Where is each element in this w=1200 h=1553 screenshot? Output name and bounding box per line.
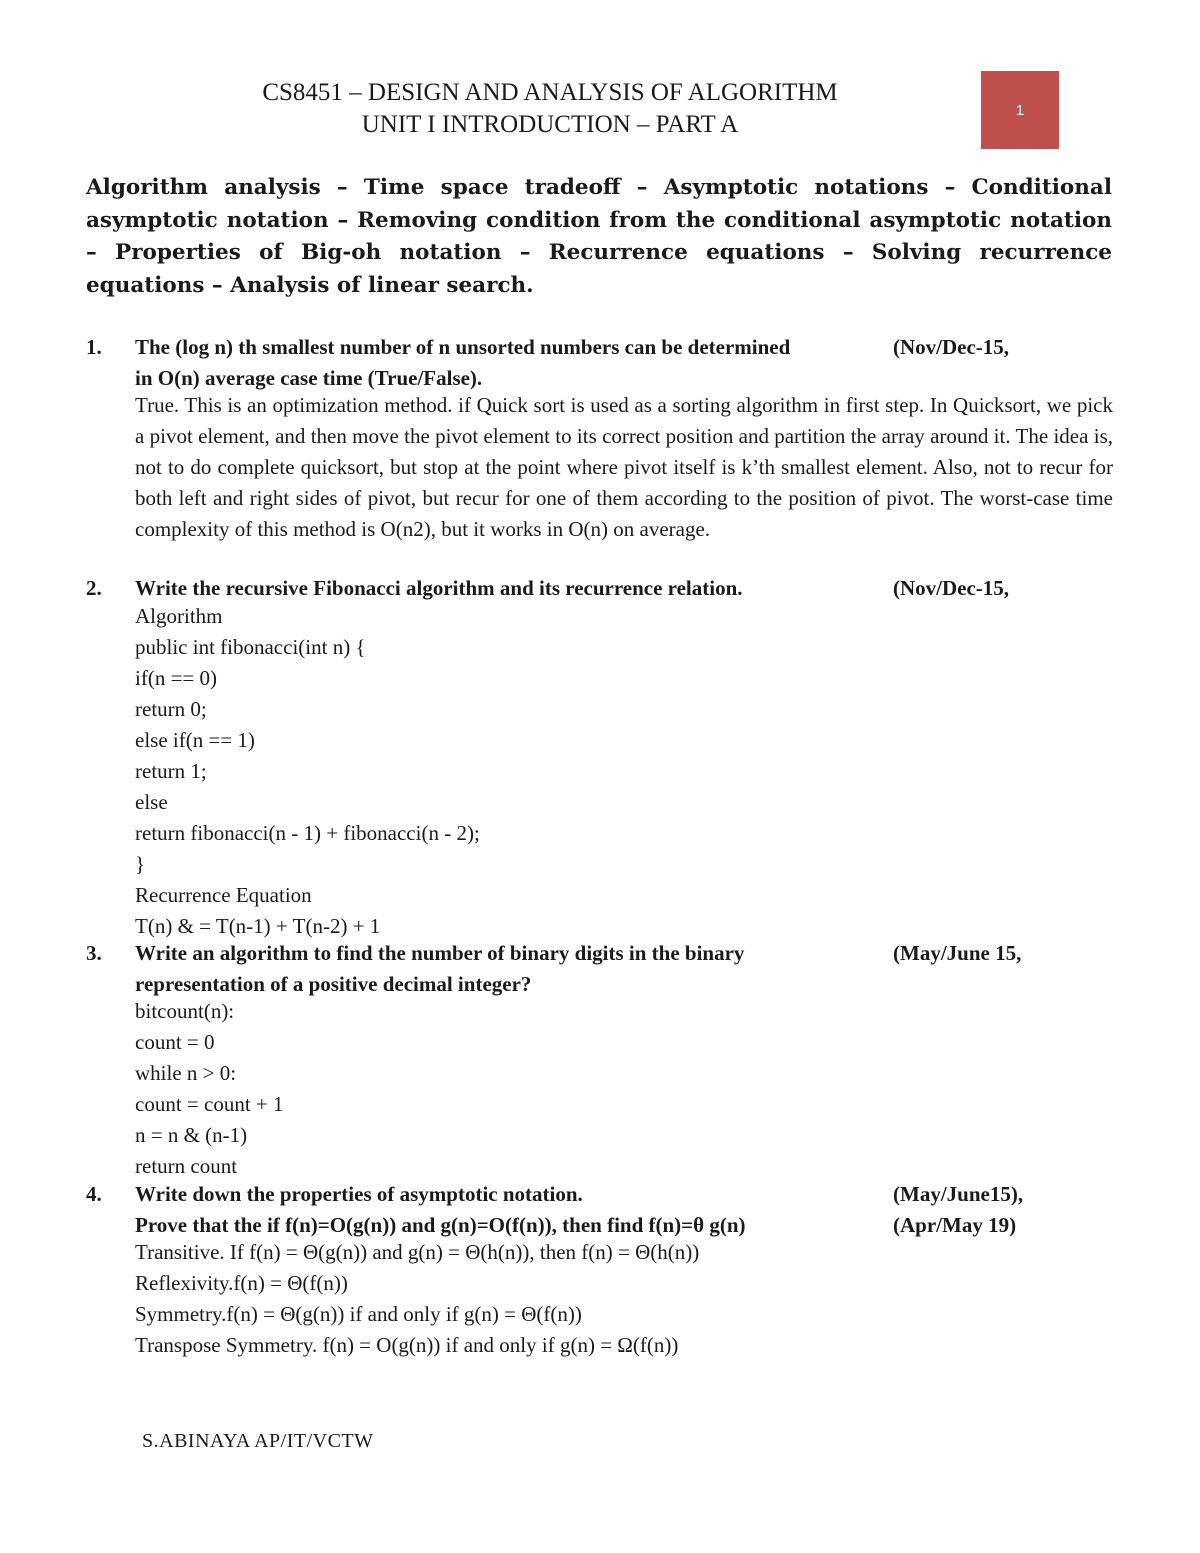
question-text-line: Prove that the if f(n)=O(g(n)) and g(n)=O(f(n)), then find f(n)=θ g(n): [135, 1213, 746, 1237]
exam-reference: (May/June 15,: [893, 941, 1022, 965]
author-footer: S.ABINAYA AP/IT/VCTW: [142, 1430, 374, 1452]
question-text-line: The (log n) th smallest number of n unsorted numbers can be determined: [135, 335, 791, 359]
answer-line: return 0;: [135, 697, 207, 721]
answer-line: Recurrence Equation: [135, 883, 312, 907]
question-number: 3.: [86, 941, 102, 965]
answer-line: count = count + 1: [135, 1092, 284, 1116]
answer-line: return fibonacci(n - 1) + fibonacci(n - 2);: [135, 821, 480, 845]
answer-line: T(n) & = T(n-1) + T(n-2) + 1: [135, 914, 381, 938]
exam-reference: (Nov/Dec-15,: [893, 335, 1010, 359]
answer-line: bitcount(n):: [135, 999, 235, 1023]
answer-line: if(n == 0): [135, 666, 218, 690]
exam-reference: (Apr/May 19): [893, 1213, 1017, 1237]
answer-line: Transitive. If f(n) = Θ(g(n)) and g(n) = Θ(h(n)), then f(n) = Θ(h(n)): [135, 1240, 700, 1264]
course-title: CS8451 – DESIGN AND ANALYSIS OF ALGORITHM: [262, 79, 838, 106]
answer-line: Algorithm: [135, 604, 223, 628]
answer-line: Symmetry.f(n) = Θ(g(n)) if and only if g(n) = Θ(f(n)): [135, 1302, 582, 1326]
answer-line: else if(n == 1): [135, 728, 255, 752]
exam-reference: (Nov/Dec-15,: [893, 576, 1010, 600]
question-text-line: in O(n) average case time (True/False).: [135, 366, 483, 390]
question-text-line: Write the recursive Fibonacci algorithm and its recurrence relation.: [135, 576, 743, 600]
unit-title: UNIT I INTRODUCTION – PART A: [361, 111, 739, 138]
question-text-line: Write down the properties of asymptotic notation.: [135, 1182, 583, 1206]
question-number: 1.: [86, 335, 102, 359]
answer-line: while n > 0:: [135, 1061, 237, 1085]
answer-line: else: [135, 790, 168, 814]
syllabus-topics: Algorithm analysis – Time space tradeoff – Asymptotic notations – Conditional asymptotic notation – Removing condition from the conditional asymptotic notation – Properties of Big-oh notation – Recurrence equations – Solving recurrence equations – Analysis of linear search.: [86, 175, 1112, 299]
answer-line: n = n & (n-1): [135, 1123, 248, 1147]
question-number: 4.: [86, 1182, 102, 1206]
answer-line: count = 0: [135, 1030, 215, 1054]
answer-line: return 1;: [135, 759, 207, 783]
answer-line: return count: [135, 1154, 238, 1178]
page-number-badge: 1: [981, 71, 1059, 149]
question-text-line: Write an algorithm to find the number of binary digits in the binary: [135, 941, 745, 965]
answer-line: public int fibonacci(int n) {: [135, 635, 366, 659]
exam-reference: (May/June15),: [893, 1182, 1024, 1206]
question-text-line: representation of a positive decimal integer?: [135, 972, 532, 996]
answer-line: }: [135, 852, 146, 876]
answer-paragraph: True. This is an optimization method. if Quick sort is used as a sorting algorithm in first step. In Quicksort, we pick a pivot element, and then move the pivot element to its correct position and partition the array around it. The idea is, not to do complete quicksort, but stop at the point where pivot itself is k’th smallest element. Also, not to recur for both left and right sides of pivot, but recur for one of them according to the position of pivot. The worst-case time complexity of this method is O(n2), but it works in O(n) on average.: [135, 393, 1113, 541]
answer-line: Reflexivity.f(n) = Θ(f(n)): [135, 1271, 348, 1295]
answer-line: Transpose Symmetry. f(n) = O(g(n)) if and only if g(n) = Ω(f(n)): [135, 1333, 679, 1357]
question-number: 2.: [86, 576, 102, 600]
